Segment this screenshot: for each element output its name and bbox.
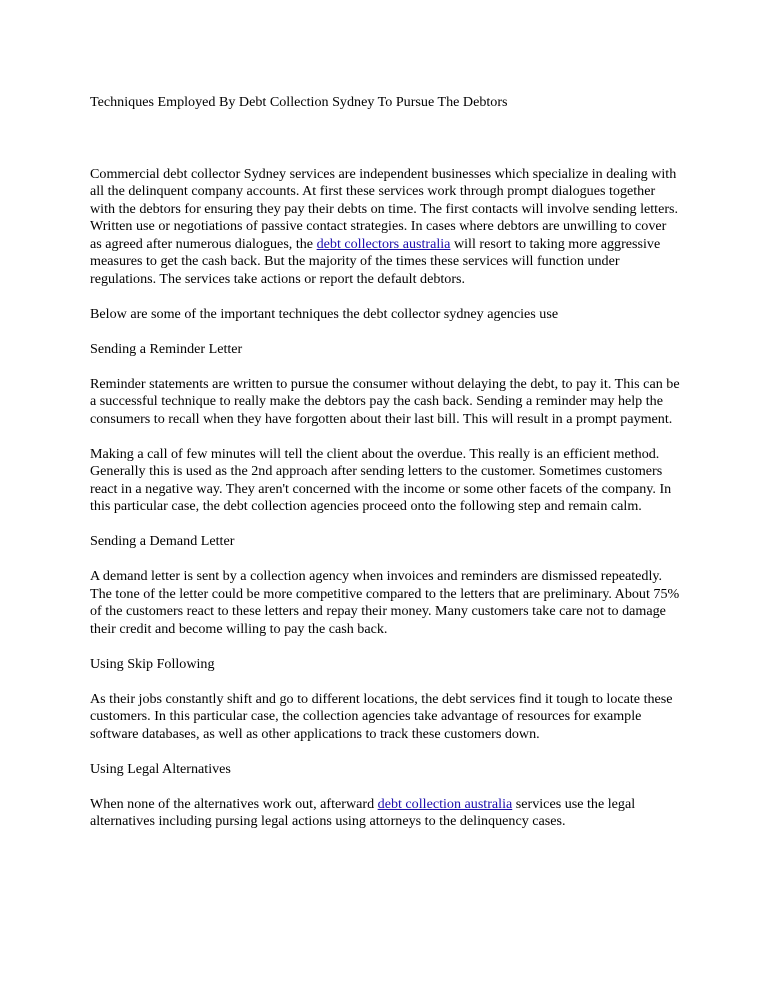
document-title: Techniques Employed By Debt Collection Sydney To Pursue The Debtors	[90, 94, 508, 110]
legal-alternatives-paragraph	[90, 796, 680, 831]
reminder-letter-paragraph: Reminder statements are written to pursue the consumer without delaying the debt, to pay it. This can be a successful technique to really make the debtors pay the cash back. Sending a reminder may help the consumers to recall when they have forgotten about their last bill. This will result in a prompt payment.	[90, 375, 680, 427]
intro-text-before-link: Commercial debt collector Sydney services are independent businesses which specialize in dealing with all the delinquent company accounts. At first these services work through prompt dialogues together with the debtors for ensuring they pay their debts on time. The first contacts will involve sending letters. Written use or negotiations of passive contact strategies. In cases where debtors are unwilling to cover as agreed after numerous dialogues, the	[90, 165, 679, 252]
demand-letter-paragraph: A demand letter is sent by a collection agency when invoices and reminders are dismissed repeatedly. The tone of the letter could be more competitive compared to the letters that are preliminary. About 75% of the customers react to these letters and repay their money. Many customers take care not to damage their credit and become willing to pay the cash back.	[90, 568, 680, 637]
section-heading-skip-following: Using Skip Following	[90, 655, 215, 672]
section-heading-reminder-letter: Sending a Reminder Letter	[90, 340, 243, 357]
skip-following-paragraph: As their jobs constantly shift and go to different locations, the debt services find it tough to locate these customers. In this particular case, the collection agencies take advantage of resources for example software databases, as well as other applications to track these customers down.	[90, 690, 673, 742]
debt-collection-australia-link[interactable]: debt collection australia	[377, 795, 513, 812]
debt-collectors-australia-link[interactable]: debt collectors australia	[316, 235, 451, 252]
lead-in-paragraph: Below are some of the important techniques the debt collector sydney agencies use	[90, 305, 559, 322]
closing-text-before-link: When none of the alternatives work out, afterward	[90, 795, 378, 812]
section-heading-legal-alternatives: Using Legal Alternatives	[90, 760, 231, 777]
section-heading-demand-letter: Sending a Demand Letter	[90, 533, 235, 549]
intro-text-after-link: will resort to taking more aggressive measures to get the cash back. But the majority of the times these services will function under regulations. The services take actions or report the default debtors.	[90, 235, 661, 287]
phone-call-paragraph: Making a call of few minutes will tell the client about the overdue. This really is an efficient method. Generally this is used as the 2nd approach after sending letters to the customer. Sometimes customers react in a negative way. They aren't concerned with the income or some other facets of the company. In this particular case, the debt collection agencies proceed onto the following step and remain calm.	[90, 445, 672, 514]
document-page	[90, 94, 680, 848]
intro-paragraph	[90, 166, 680, 289]
closing-text-after-link: services use the legal alternatives including pursing legal actions using attorneys to the delinquency cases.	[90, 795, 636, 829]
